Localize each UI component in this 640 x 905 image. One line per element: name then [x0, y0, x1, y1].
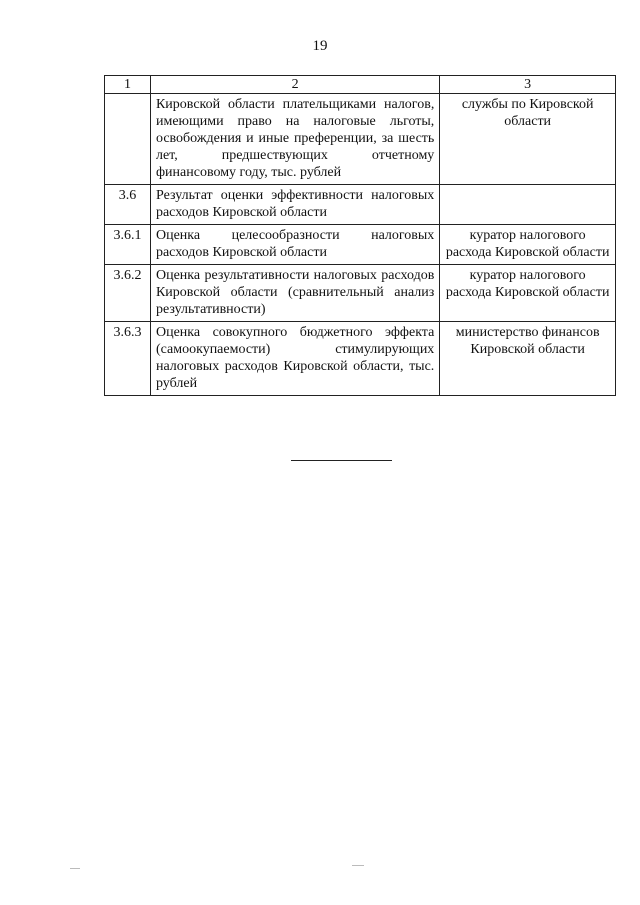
row-description: Кировской области плательщиками налогов, имеющими право на налоговые льготы, освобождения и иные преференции, за шесть лет, предшествующих отчетному финансовому году, тыс. рублей — [150, 94, 439, 185]
row-description: Результат оценки эффективности налоговых расходов Кировской области — [150, 185, 439, 225]
row-responsible: куратор налогового расхода Кировской области — [440, 265, 616, 322]
row-description: Оценка совокупного бюджетного эффекта (самоокупаемости) стимулирующих налоговых расходов Кировской области, тыс. рублей — [150, 322, 439, 396]
row-description: Оценка результативности налоговых расходов Кировской области (сравнительный анализ результативности) — [150, 265, 439, 322]
row-responsible: службы по Кировской области — [440, 94, 616, 185]
row-number: 3.6.3 — [105, 322, 151, 396]
row-number: 3.6.1 — [105, 225, 151, 265]
row-number: 3.6 — [105, 185, 151, 225]
column-header-2: 2 — [150, 76, 439, 94]
row-responsible: куратор налогового расхода Кировской области — [440, 225, 616, 265]
table-row — [105, 225, 616, 265]
page-number: 19 — [312, 38, 328, 54]
table-header-row — [105, 76, 616, 94]
row-responsible — [440, 185, 616, 225]
document-table — [104, 75, 616, 396]
column-header-3: 3 — [440, 76, 616, 94]
table-row — [105, 265, 616, 322]
table-row — [105, 322, 616, 396]
end-rule — [291, 460, 392, 461]
table-row — [105, 185, 616, 225]
row-description: Оценка целесообразности налоговых расходов Кировской области — [150, 225, 439, 265]
row-responsible: министерство финансов Кировской области — [440, 322, 616, 396]
scan-speck — [352, 865, 364, 866]
table-row — [105, 94, 616, 185]
row-number: 3.6.2 — [105, 265, 151, 322]
column-header-1: 1 — [105, 76, 151, 94]
scan-speck — [70, 868, 80, 869]
row-number — [105, 94, 151, 185]
